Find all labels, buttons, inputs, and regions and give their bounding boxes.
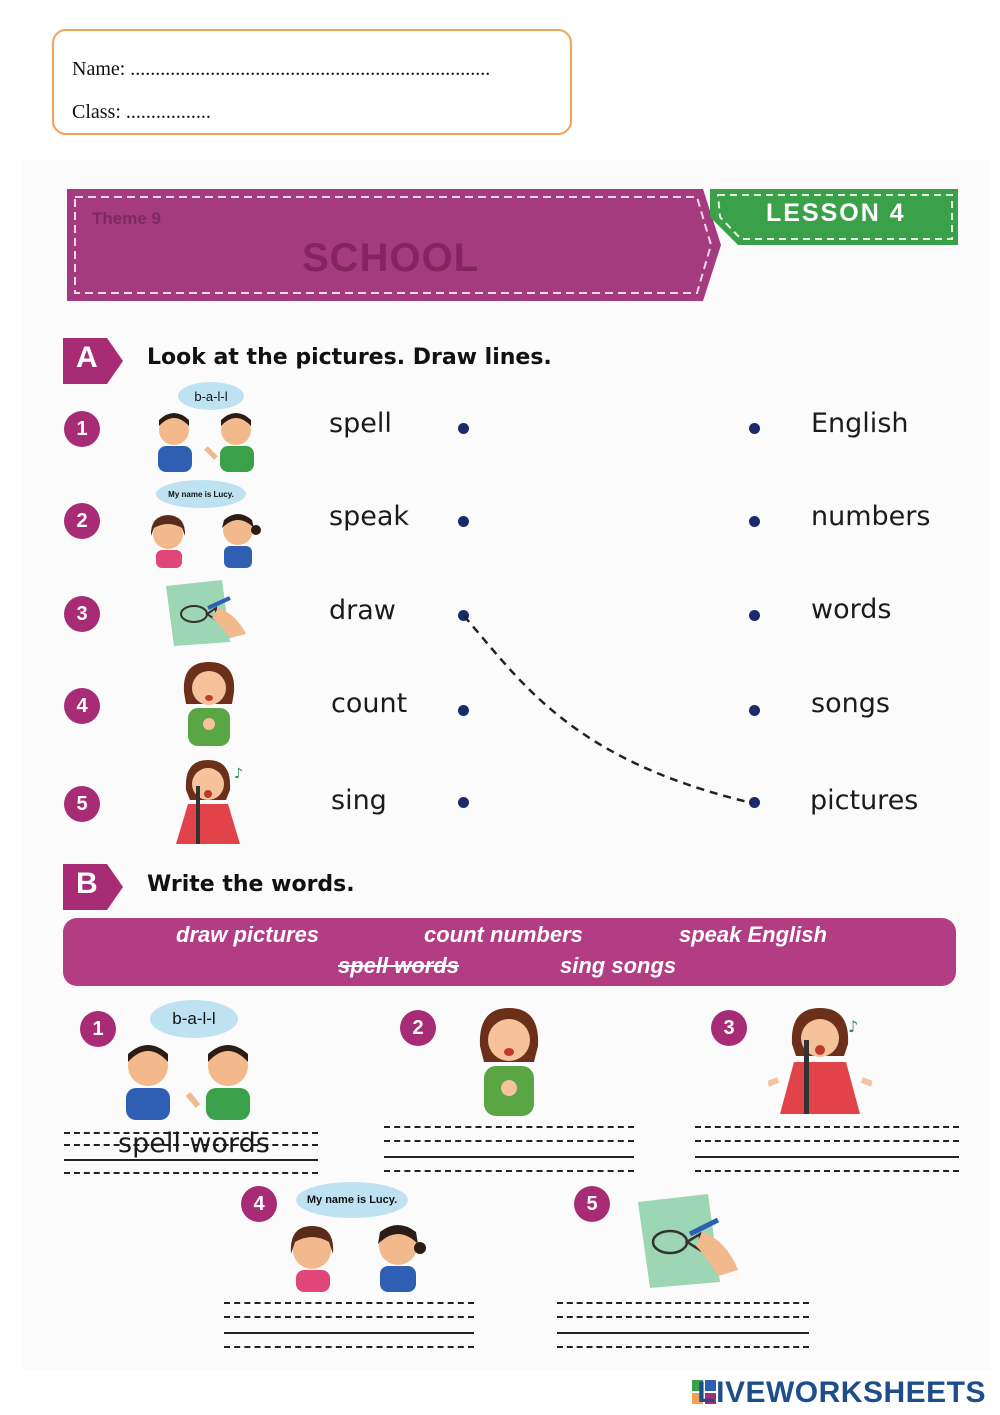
guide-line xyxy=(384,1126,634,1128)
speech-bubble: b-a-l-l xyxy=(150,1000,238,1038)
guide-line xyxy=(384,1156,634,1158)
children-speaking-illustration xyxy=(148,508,263,568)
boys-spelling-illustration xyxy=(116,1040,261,1120)
guide-line xyxy=(557,1346,809,1348)
children-speaking-illustration xyxy=(286,1218,432,1292)
class-field[interactable]: Class: ................. xyxy=(72,101,211,123)
svg-text:♪: ♪ xyxy=(234,766,243,782)
girl-singing-illustration xyxy=(166,756,256,848)
lesson-label: LESSON 4 xyxy=(766,199,906,227)
answer-field[interactable]: spell words xyxy=(118,1128,270,1159)
match-left-word: spell xyxy=(329,408,392,439)
guide-line xyxy=(695,1126,959,1128)
example-match-line xyxy=(460,610,760,810)
item-number: 2 xyxy=(400,1010,436,1046)
guide-line xyxy=(695,1140,959,1142)
name-class-box xyxy=(52,29,572,135)
guide-line xyxy=(224,1332,474,1334)
section-b-instruction: Write the words. xyxy=(147,872,355,897)
match-left-dot[interactable] xyxy=(458,516,469,527)
girl-singing-illustration xyxy=(768,1004,872,1118)
item-number: 2 xyxy=(64,503,100,539)
girl-counting-illustration xyxy=(178,658,240,750)
word-bank-item: sing songs xyxy=(560,953,677,978)
match-left-word: speak xyxy=(329,501,409,532)
item-number: 1 xyxy=(80,1011,116,1047)
match-left-word: count xyxy=(331,688,408,719)
guide-line xyxy=(64,1159,318,1161)
guide-line xyxy=(384,1170,634,1172)
theme-label: Theme 9 xyxy=(92,209,161,228)
guide-line xyxy=(695,1156,959,1158)
guide-line xyxy=(557,1302,809,1304)
match-right-word: pictures xyxy=(810,785,919,816)
match-right-word: songs xyxy=(811,688,890,719)
match-right-word: words xyxy=(811,594,892,625)
guide-line xyxy=(224,1302,474,1304)
item-number: 5 xyxy=(574,1186,610,1222)
match-right-word: English xyxy=(811,408,909,439)
word-bank-item-used: spell words xyxy=(338,953,460,978)
word-bank-item: count numbers xyxy=(424,922,583,947)
guide-line xyxy=(557,1316,809,1318)
name-field[interactable]: Name: ........................................................................ xyxy=(72,58,491,80)
item-number: 1 xyxy=(64,411,100,447)
guide-line xyxy=(64,1172,318,1174)
speech-bubble: My name is Lucy. xyxy=(156,480,246,508)
match-right-dot[interactable] xyxy=(749,423,760,434)
guide-line xyxy=(224,1346,474,1348)
section-a-letter: A xyxy=(76,341,98,374)
girl-counting-illustration xyxy=(474,1004,544,1120)
section-a-instruction: Look at the pictures. Draw lines. xyxy=(147,345,552,370)
item-number: 4 xyxy=(64,688,100,724)
liveworksheets-brand[interactable]: LIVEWORKSHEETS xyxy=(697,1376,986,1409)
guide-line xyxy=(224,1316,474,1318)
theme-title: SCHOOL xyxy=(302,236,480,280)
match-left-word: draw xyxy=(329,595,396,626)
item-number: 3 xyxy=(64,596,100,632)
svg-text:♪: ♪ xyxy=(848,1017,859,1036)
section-b-letter: B xyxy=(76,867,98,900)
guide-line xyxy=(384,1140,634,1142)
match-right-word: numbers xyxy=(811,501,931,532)
boys-spelling-illustration xyxy=(150,408,262,472)
guide-line xyxy=(695,1170,959,1172)
item-number: 3 xyxy=(711,1010,747,1046)
speech-bubble: b-a-l-l xyxy=(178,382,244,410)
guide-line xyxy=(557,1332,809,1334)
match-right-dot[interactable] xyxy=(749,516,760,527)
drawing-fish-illustration xyxy=(630,1190,740,1290)
word-bank-item: draw pictures xyxy=(176,922,320,947)
speech-bubble: My name is Lucy. xyxy=(296,1182,408,1218)
item-number: 4 xyxy=(241,1186,277,1222)
match-left-word: sing xyxy=(331,785,387,816)
match-left-dot[interactable] xyxy=(458,423,469,434)
item-number: 5 xyxy=(64,786,100,822)
word-bank-item: speak English xyxy=(679,922,827,947)
drawing-fish-illustration xyxy=(160,578,250,648)
